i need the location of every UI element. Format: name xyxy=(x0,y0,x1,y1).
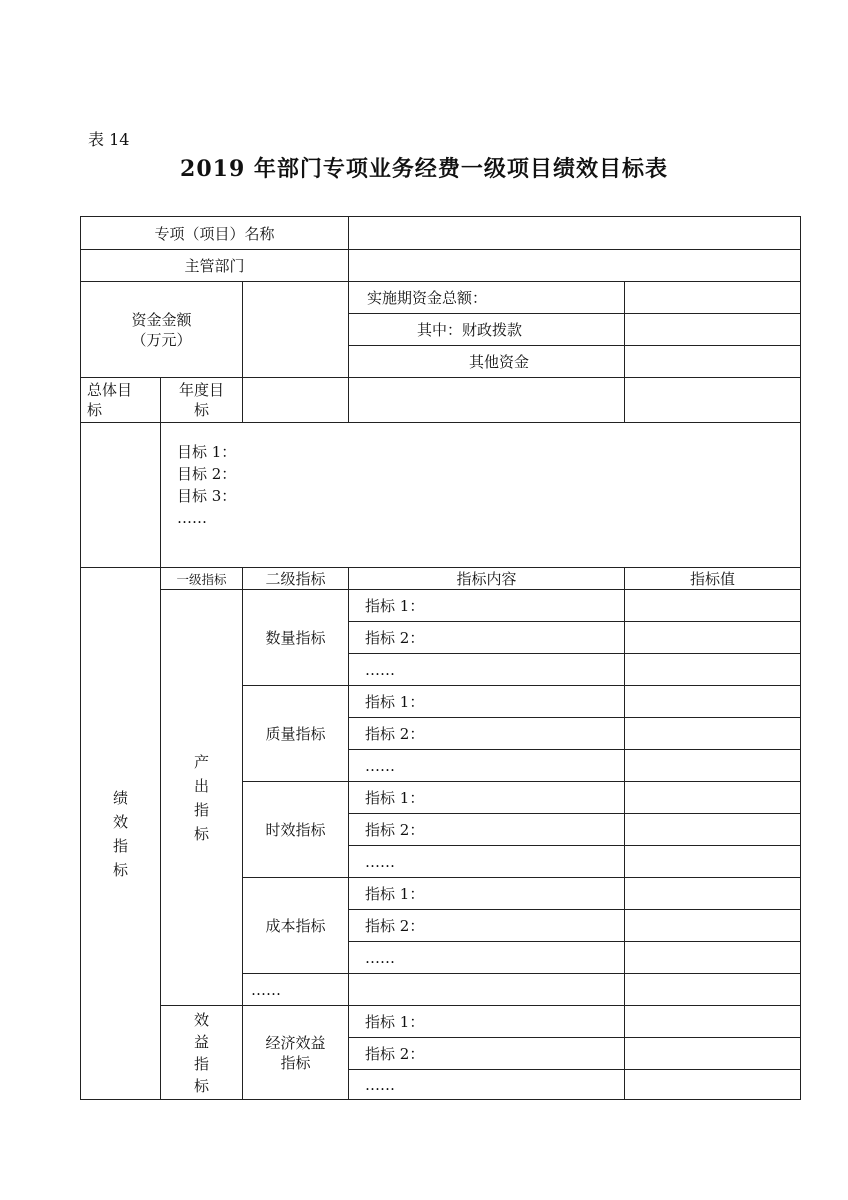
vertical-char: 标 xyxy=(193,1076,209,1095)
indicator-value[interactable] xyxy=(625,622,801,654)
vertical-char: 指 xyxy=(193,800,209,819)
indicator-value[interactable] xyxy=(625,878,801,910)
indicator-item: 指标 2： xyxy=(349,910,625,942)
page-title: 2019 年部门专项业务经费一级项目绩效目标表 xyxy=(180,156,668,182)
overall-goal-label-line1: 总体目 xyxy=(87,381,133,399)
indicator-item[interactable] xyxy=(349,974,625,1006)
table-number: 表 14 xyxy=(88,130,130,149)
vertical-char: 指 xyxy=(112,836,128,855)
goal-item: 目标 3： xyxy=(177,487,237,505)
benefit-indicator-label xyxy=(161,1006,243,1100)
goal-cell[interactable] xyxy=(349,378,625,423)
vertical-char: 标 xyxy=(193,824,209,843)
cost-indicator-label: 成本指标 xyxy=(243,878,349,974)
overall-goal-label xyxy=(81,378,161,423)
indicator-item: …… xyxy=(349,1070,625,1100)
goal-cell[interactable] xyxy=(243,378,349,423)
goal-cell[interactable] xyxy=(625,378,801,423)
dept-value[interactable] xyxy=(349,250,801,282)
indicator-value[interactable] xyxy=(625,782,801,814)
funds-amount-cell[interactable] xyxy=(243,282,349,378)
indicator-item: 指标 1： xyxy=(349,782,625,814)
economic-benefit-label xyxy=(243,1006,349,1100)
indicator-value[interactable] xyxy=(625,654,801,686)
indicator-value[interactable] xyxy=(625,846,801,878)
annual-goal-label-line1: 年度目 xyxy=(178,381,224,399)
indicator-value[interactable] xyxy=(625,814,801,846)
economic-benefit-label-line1: 经济效益 xyxy=(265,1033,326,1052)
indicator-value[interactable] xyxy=(625,942,801,974)
fiscal-funds-value[interactable] xyxy=(625,314,801,346)
annual-goals-list[interactable] xyxy=(161,423,801,568)
indicator-item: 指标 2： xyxy=(349,814,625,846)
performance-indicator-label xyxy=(81,568,161,1100)
indicator-item: 指标 1： xyxy=(349,1006,625,1038)
goal-item: 目标 2： xyxy=(177,465,237,483)
level2-header: 二级指标 xyxy=(243,568,349,590)
vertical-char: 效 xyxy=(193,1010,209,1029)
project-name-label: 专项（项目）名称 xyxy=(81,217,349,250)
total-funds-value[interactable] xyxy=(625,282,801,314)
content-header: 指标内容 xyxy=(349,568,625,590)
vertical-char: 指 xyxy=(193,1054,209,1073)
economic-benefit-label-line2: 指标 xyxy=(280,1053,311,1072)
indicator-item: 指标 1： xyxy=(349,878,625,910)
timeliness-indicator-label: 时效指标 xyxy=(243,782,349,878)
goal-item: …… xyxy=(177,509,207,527)
value-header: 指标值 xyxy=(625,568,801,590)
quantity-indicator-label: 数量指标 xyxy=(243,590,349,686)
indicator-value[interactable] xyxy=(625,686,801,718)
annual-goal-label xyxy=(161,378,243,423)
indicator-item: 指标 2： xyxy=(349,1038,625,1070)
vertical-char: 益 xyxy=(193,1032,209,1051)
funds-label-line1: 资金金额 xyxy=(131,310,192,329)
performance-goal-table xyxy=(80,216,801,1100)
funds-label-line2: （万元） xyxy=(131,330,192,349)
project-name-value[interactable] xyxy=(349,217,801,250)
vertical-char: 效 xyxy=(112,812,128,831)
vertical-char: 出 xyxy=(193,776,209,795)
indicator-value[interactable] xyxy=(625,1070,801,1100)
other-funds-label: 其他资金 xyxy=(349,346,625,378)
indicator-value[interactable] xyxy=(625,974,801,1006)
indicator-value[interactable] xyxy=(625,1006,801,1038)
indicator-item: 指标 2： xyxy=(349,622,625,654)
level1-header: 一级指标 xyxy=(161,568,243,590)
overall-goal-value[interactable] xyxy=(81,423,161,568)
funds-label xyxy=(81,282,243,378)
quality-indicator-label: 质量指标 xyxy=(243,686,349,782)
dept-label: 主管部门 xyxy=(81,250,349,282)
vertical-char: 标 xyxy=(112,860,128,879)
indicator-value[interactable] xyxy=(625,718,801,750)
other-funds-value[interactable] xyxy=(625,346,801,378)
vertical-char: 产 xyxy=(193,752,209,771)
indicator-value[interactable] xyxy=(625,1038,801,1070)
indicator-item: 指标 1： xyxy=(349,590,625,622)
indicator-item: …… xyxy=(349,846,625,878)
more-indicators: …… xyxy=(243,974,349,1006)
annual-goal-label-line2: 标 xyxy=(193,401,209,419)
indicator-value[interactable] xyxy=(625,590,801,622)
indicator-value[interactable] xyxy=(625,750,801,782)
indicator-item: …… xyxy=(349,942,625,974)
output-indicator-label xyxy=(161,590,243,1006)
indicator-item: …… xyxy=(349,654,625,686)
goal-item: 目标 1： xyxy=(177,443,237,461)
indicator-item: …… xyxy=(349,750,625,782)
fiscal-funds-label: 其中：财政拨款 xyxy=(349,314,625,346)
indicator-value[interactable] xyxy=(625,910,801,942)
indicator-item: 指标 2： xyxy=(349,718,625,750)
overall-goal-label-line2: 标 xyxy=(87,401,103,419)
total-funds-label: 实施期资金总额： xyxy=(349,282,625,314)
indicator-item: 指标 1： xyxy=(349,686,625,718)
vertical-char: 绩 xyxy=(112,788,128,807)
